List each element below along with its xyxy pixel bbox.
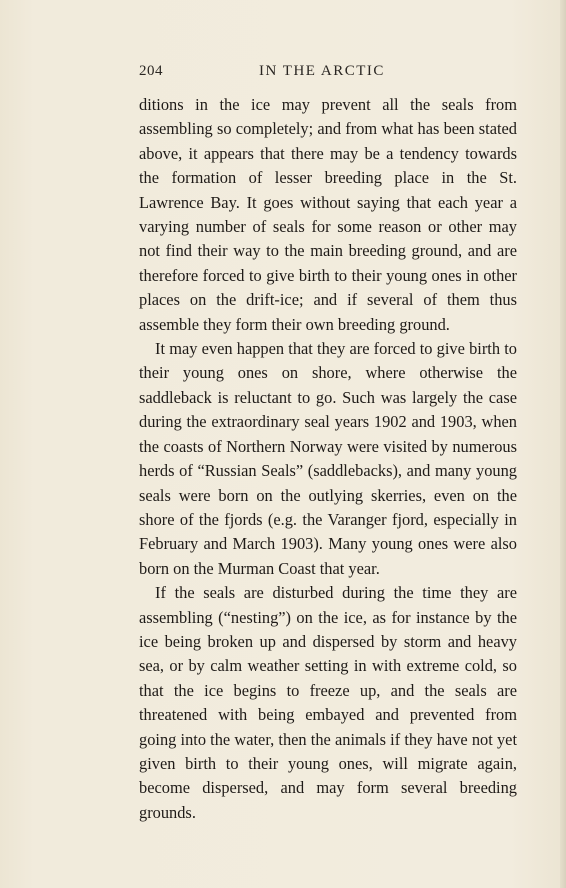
paragraph: It may even happen that they are forced to give birth to their young ones on shore, where otherwise the saddleback is reluctant to go. Such was largely the case during the extraordinary seal years 1902 and 1903, when the coasts of Northern Norway were visited by numerous herds of “Russian Seals” (saddlebacks), and many young seals were born on the outlying skerries, even on the shore of the fjords (e.g. the Varanger fjord, especially in February and March 1903). Many young ones were also born on the Murman Coast that year. [139,339,517,578]
page-edge [560,0,566,888]
page-header [139,63,517,83]
running-head: IN THE ARCTIC [259,63,385,79]
page-number: 204 [139,63,163,79]
paragraph: ditions in the ice may prevent all the seals from assembling so completely; and from what has been stated above, it appears that there may be a tendency towards the formation of lesser breeding place in the St. Lawrence Bay. It goes without saying that each year a varying number of seals for some reason or other may not find their way to the main breeding ground, and are therefore forced to give birth to their young ones in other places on the drift-ice; and if several of them thus assemble they form their own breeding ground. [139,95,517,334]
paragraph: If the seals are disturbed during the time they are assembling (“nesting”) on the ice, as for instance by the ice being broken up and dispersed by storm and heavy sea, or by calm weather setting in with extreme cold, so that the ice begins to freeze up, and the seals are threatened with being embayed and prevented from going into the water, then the animals if they have not yet given birth to their young ones, will migrate again, become dispersed, and may form several breeding grounds. [139,583,517,822]
body-text [139,93,517,825]
